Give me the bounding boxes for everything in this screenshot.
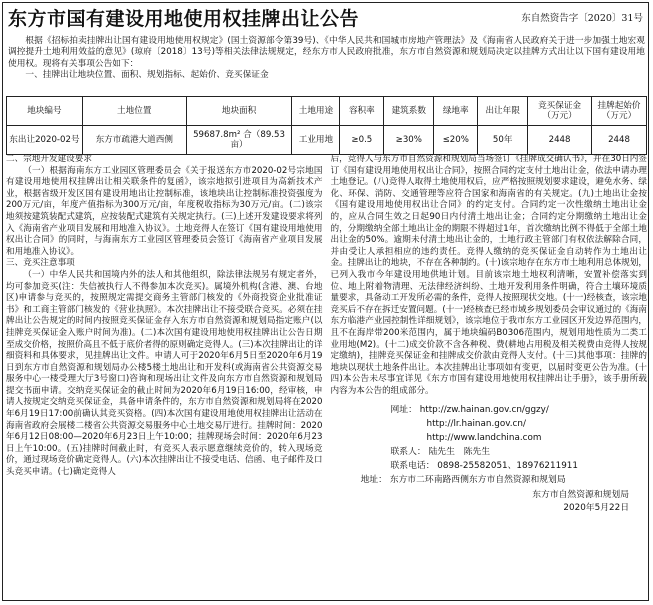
right-column bbox=[331, 154, 648, 600]
header-term: 出让年限 bbox=[478, 97, 528, 126]
header-start-price: 挂牌起始价（万元） bbox=[592, 97, 647, 126]
address-label: 地址： bbox=[360, 475, 387, 486]
intro-section bbox=[8, 36, 645, 82]
document-number: 东自然资告字〔2020〕31号 bbox=[521, 13, 643, 24]
section-2-body: （一）根据海南东方工业园区管理委员会《关于报送东方市2020-02号宗地国有建设用地使用权挂牌出让相关联条件的复函》，该宗地拟引进项目为高新技术产业，根据省级开发区国有建设用地出让控制标准，该地块出让控制标准投资强度为200万元/亩，年度产值指标为300万元/亩，年度税收指标为30万元/亩。(二)该宗地须按建筑装配式建筑，应按装配式建筑有关规定执行。(三)上述开发建设要求将列入《海南省产业项目发展和用地准入协议》。土地竞得人在签订《国有建设用地使用权出让合同》的同时，与海南东方工业园区管理委员会签订《海南省产业项目发展和用地准入协议》。 bbox=[6, 165, 323, 257]
table-row bbox=[7, 126, 647, 155]
cell-area: 59687.8m² 合（89.53亩） bbox=[186, 126, 292, 155]
header-deposit: 竞买保证金（万元） bbox=[528, 97, 592, 126]
header-building-coefficient: 建筑系数 bbox=[384, 97, 434, 126]
cell-term: 50年 bbox=[478, 126, 528, 155]
notice-body bbox=[6, 154, 647, 600]
issue-date: 2020年5月22日 bbox=[563, 502, 629, 513]
left-column bbox=[6, 154, 323, 600]
notice-title: 东方市国有建设用地使用权挂牌出让公告 bbox=[8, 8, 360, 30]
cell-green-rate: ≤20% bbox=[434, 126, 478, 155]
phone-number: 0898-25582051、18976211911 bbox=[437, 461, 578, 472]
cell-deposit: 2448 bbox=[528, 126, 592, 155]
website-link-3[interactable]: http://www.landchina.com bbox=[426, 433, 542, 444]
header-land-use: 土地用途 bbox=[292, 97, 340, 126]
contact-persons: 陆先生 陈先生 bbox=[428, 447, 491, 458]
table-header-row bbox=[7, 97, 647, 126]
signature-block bbox=[331, 489, 648, 514]
header-area: 地块面积 bbox=[186, 97, 292, 126]
cell-plot-ratio: ≥0.5 bbox=[340, 126, 384, 155]
cell-location: 东方市疏港大道西侧 bbox=[82, 126, 186, 155]
intro-paragraph: 根据《招标拍卖挂牌出让国有建设用地使用权规定》(国土资源部令第39号)、《中华人民共和国城市房地产管理法》及《海南省人民政府关于进一步加强土地宏观调控提升土地利用效益的意见》(琼府〔2018〕13号)等相关法律法规规定，经东方市人民政府批准，东方市自然资源和规划局决定以挂牌方式出让以下国有建设用地使用权。现将有关事项公告如下： bbox=[8, 36, 645, 69]
header-plot-ratio: 容积率 bbox=[340, 97, 384, 126]
website-label: 网址： bbox=[390, 405, 417, 416]
cell-parcel-id: 东出让2020-02号 bbox=[7, 126, 83, 155]
cell-start-price: 2448 bbox=[592, 126, 647, 155]
contact-person-label: 联系人： bbox=[390, 447, 426, 458]
section-3-heading: 三、竞买注意事项 bbox=[6, 258, 75, 269]
phone-label: 联系电话： bbox=[390, 461, 435, 472]
issuer-name: 东方市自然资源和规划局 bbox=[532, 490, 629, 501]
cell-building-coefficient: ≥30% bbox=[384, 126, 434, 155]
section-3-body: （一）中华人民共和国境内外的法人和其他组织，除法律法规另有规定者外，均可参加竞买(注：失信被执行人不得参加本次竞买)。属境外机构(含港、澳、台地区)申请参与竞买的，按照规定需提交商务主管部门核发的《外商投资企业批准证书》和工商主管部门核发的《营业执照》。本次挂牌出让不接受联合竞买。必须在挂牌出让公告规定的时间内按照竞买保证金存入东方市自然资源和规划局指定账户(以挂牌竞买保证金入账户时间为准)。(二)本次国有建设用地使用权挂牌出让公告日期至成交价格，按照价高且不低于底价者得的原则确定竞得人。(三)本次挂牌出让的详细资料和具体要求，见挂牌出让文件。申请人可于2020年6月5日至2020年6月19日到东方市自然资源和规划局办公楼5楼土地出让和开发科(或海南省公共资源交易服务中心一楼受理大厅3号窗口)咨询和现场出让文件及向东方市自然资源和规划局提交书面申请。交纳竞买保证金的截止时间为2020年6月19日16:00，经审核，申请人按规定交纳竞买保证金，具备申请条件的，东方市自然资源和规划局将在2020年6月19日17:00前确认其竞买资格。(四)本次国有建设用地使用权挂牌出让活动在海南省政府会展楼二楼省公共资源交易服务中心土地交易厅进行。挂牌时间：2020年6月12日08:00—2020年6月23日上午10:00；挂牌现场会时间：2020年6月23日上午10:00。(五)挂牌时间截止时，有竞买人表示愿意继续竞价的，转入现场竞价，通过现场竞价确定竞得人。(六)本次挂牌出让不接受电话、信函、电子邮件及口头竞买申请。(七)确定竞得人 bbox=[6, 269, 323, 478]
cell-land-use: 工业用地 bbox=[292, 126, 340, 155]
section-2-heading: 二、宗地开发建设要求 bbox=[6, 154, 92, 164]
section-1-heading: 一、挂牌出让地块位置、面积、规划指标、起始价、竞买保证金 bbox=[25, 70, 269, 81]
header-parcel-id: 地块编号 bbox=[7, 97, 83, 126]
address-text: 东方市二环南路西侧东方市自然资源和规划局 bbox=[389, 475, 566, 486]
parcel-table bbox=[6, 96, 647, 155]
website-link-1[interactable]: http://zw.hainan.gov.cn/ggzy/ bbox=[419, 405, 549, 416]
header-location: 土地位置 bbox=[82, 97, 186, 126]
section-3-continued: 后，竞得人与东方市自然资源和规划局当场签订《挂牌成交确认书》，并在30日内签订《国有建设用地使用权出让合同》，按照合同约定支付土地出让金，依法申请办理土地登记。(八)竞得人取得土地使用权后，应严格按照规划要求建设，避免水务、绿化、环保、消防、交通管理等应符合国家和海南省的有关规定。(九)土地出让金按《国有建设用地使用权出让合同》的约定支付。合同约定一次性缴纳土地出让金的，应从合同生效之日起90日内付清土地出让金；合同约定分期缴纳土地出让金的，分期缴纳全部土地出让金的期限不得超过1年，首次缴纳比例不得低于全部土地出让金的50%。逾期未付清土地出让金的，土地行政主管部门有权依法解除合同，并由受让人承担相应的违约责任。竞得人缴纳的竞买保证金自动转作为土地出让金。挂牌出让的地块，不存在各种制约。(十)该宗地存在东方市土地利用总体规划，已列入我市今年建设用地供地计划。目前该宗地土地权利清晰，安置补偿落实到位、地上附着物清理、无法律经济纠纷、土地开发利用条件明确，符合土壤环境质量要求，具备动工开发所必需的条件，竞得人按照现状交地。(十一)经核查，该宗地竞买后不存在拆迁安置问题。(十一)经核查已经市域乡规划委员会审议通过的《海南东方临港产业园控制性详细规划》，该宗地位于我市东方工业园区开发边界范围内，且不在海岸带200米范围内，属于地块编码B0306范围内，规划用地性质为二类工业用地(M2)。(十二)成交价款不含各种税、费(耕地占用税及相关税费由竞得人按规定缴纳)，挂牌竞买保证金和挂牌成交价款由竞得人支付。(十三)其他事项：挂牌的地块以现状土地条件出让。本次挂牌出让事项如有变更，以届时变更公告为准。(十四)本公告未尽事宜详见《东方市国有建设用地使用权挂牌出让手册》，该手册所载内容为本公告的组成部分。 bbox=[330, 154, 647, 396]
contact-block bbox=[331, 403, 648, 487]
website-link-2[interactable]: http://lr.hainan.gov.cn/ bbox=[426, 419, 526, 430]
header-green-rate: 绿地率 bbox=[434, 97, 478, 126]
